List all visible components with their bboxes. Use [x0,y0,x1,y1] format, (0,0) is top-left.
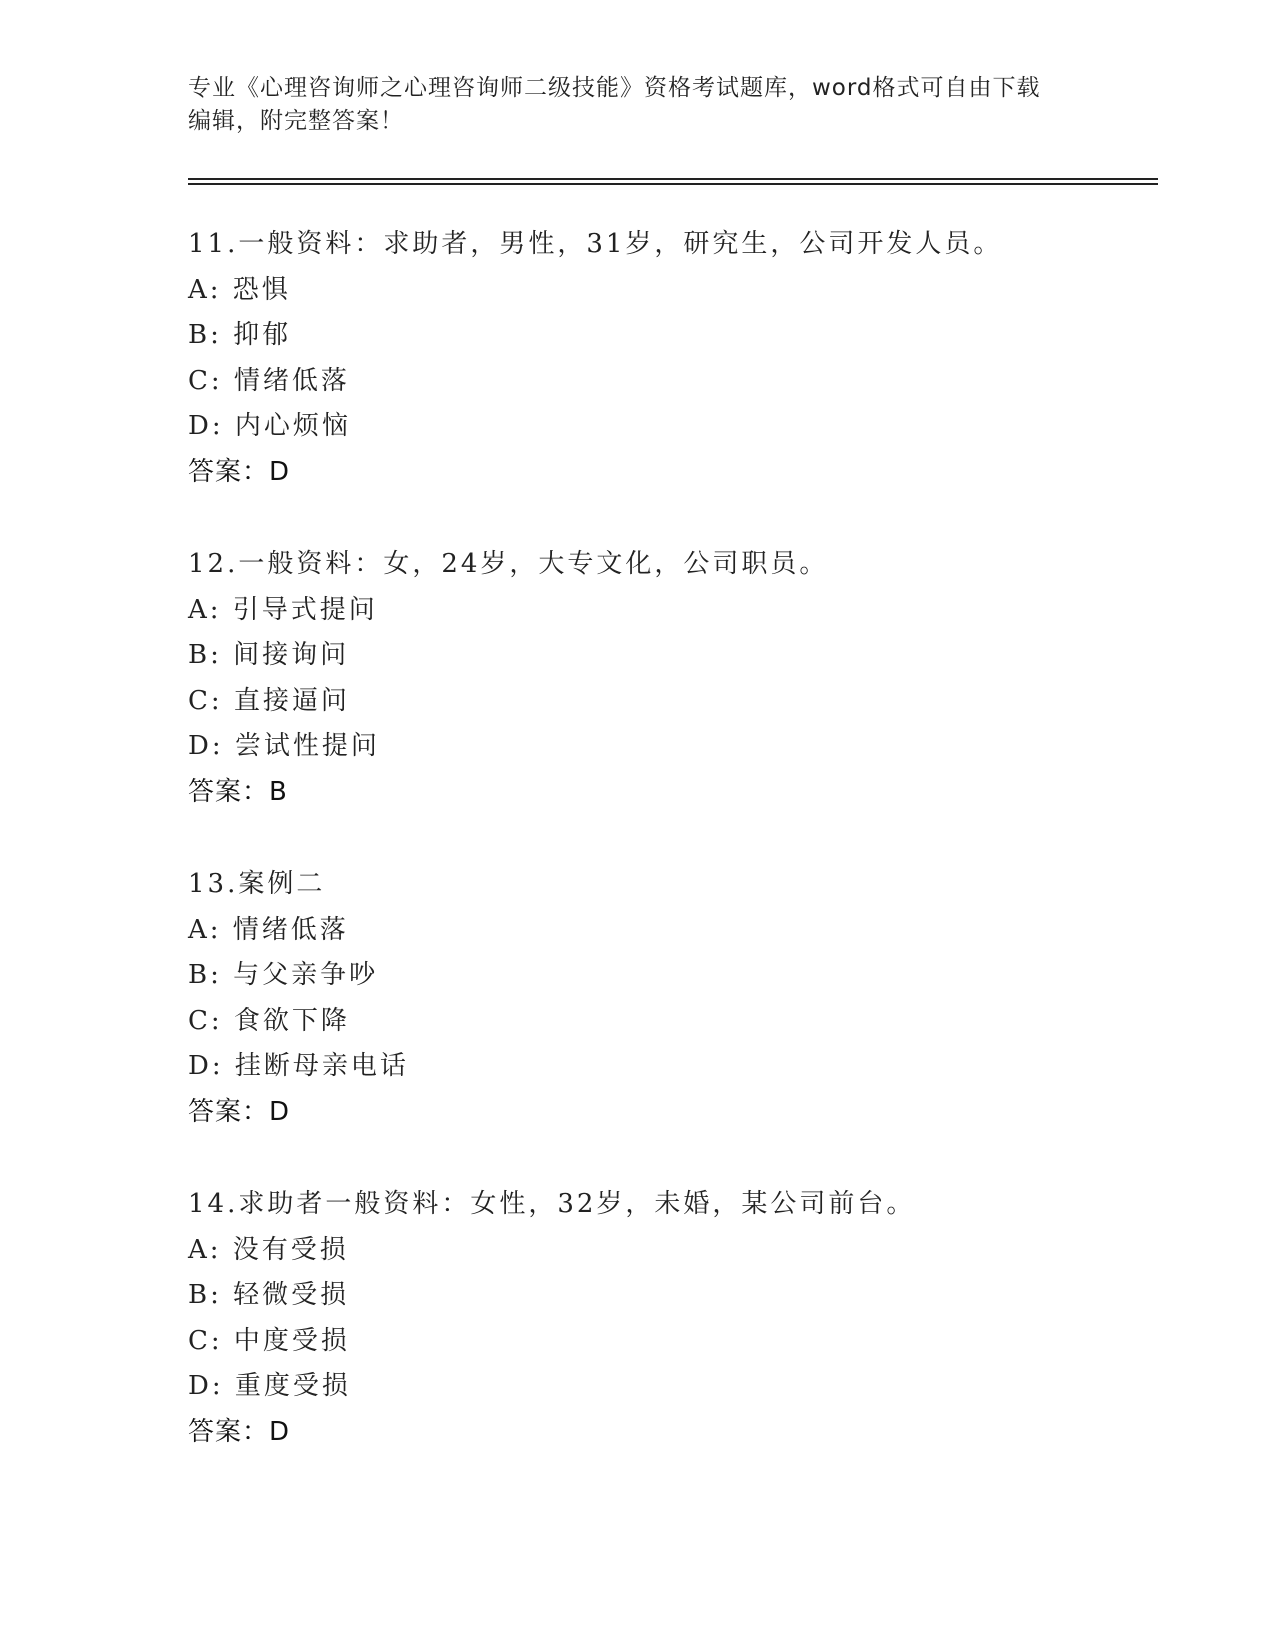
header-divider-top [188,178,1158,180]
option-c: C: 直接逼问 [188,685,350,716]
question-text: 13.案例二 [188,869,326,899]
answer: 答案：D [188,456,291,487]
question-text: 11.一般资料：求助者，男性，31岁，研究生，公司开发人员。 [188,229,1003,259]
answer: 答案：D [188,1416,291,1447]
question-11 [188,222,1148,496]
option-b: B: 与父亲争吵 [188,960,379,991]
option-b: B: 抑郁 [188,320,292,351]
option-d: D: 挂断母亲电话 [188,1051,409,1082]
header-line-1: 专业《心理咨询师之心理咨询师二级技能》资格考试题库，word格式可自由下载 [188,75,1041,101]
answer: 答案：D [188,1096,291,1127]
question-text: 12.一般资料：女，24岁，大专文化，公司职员。 [188,549,829,579]
option-c: C: 食欲下降 [188,1005,350,1036]
option-a: A: 引导式提问 [188,594,378,625]
option-c: C: 中度受损 [188,1325,350,1356]
option-b: B: 轻微受损 [188,1280,350,1311]
question-12 [188,542,1148,816]
option-a: A: 恐惧 [188,274,291,305]
option-b: B: 间接询问 [188,640,350,671]
header-divider-bottom [188,183,1158,185]
question-14 [188,1182,1148,1456]
option-d: D: 重度受损 [188,1371,351,1402]
option-c: C: 情绪低落 [188,365,350,396]
option-d: D: 内心烦恼 [188,411,351,442]
document-header [188,72,1068,138]
answer: 答案：B [188,776,288,807]
option-d: D: 尝试性提问 [188,731,380,762]
option-a: A: 没有受损 [188,1234,349,1265]
question-text: 14.求助者一般资料：女性，32岁，未婚，某公司前台。 [188,1189,916,1219]
option-a: A: 情绪低落 [188,914,349,945]
question-13 [188,862,1148,1136]
header-line-2: 编辑，附完整答案！ [188,108,404,134]
